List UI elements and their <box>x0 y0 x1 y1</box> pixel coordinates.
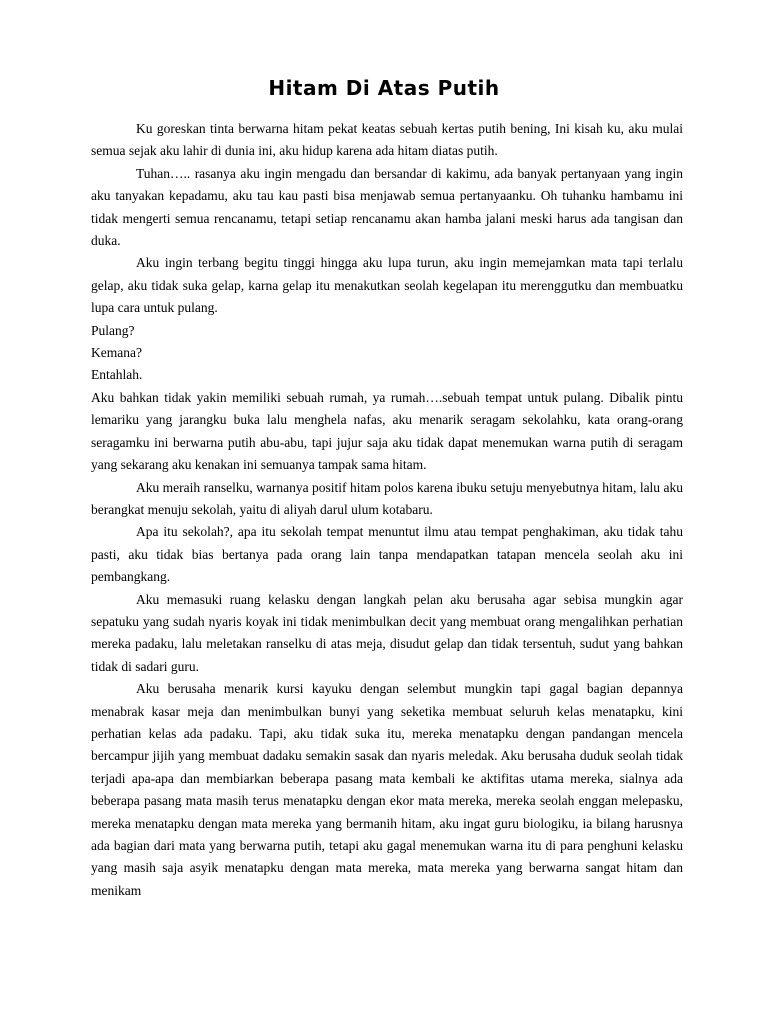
document-body <box>91 118 683 902</box>
paragraph: Pulang? <box>91 322 135 338</box>
paragraph: Ku goreskan tinta berwarna hitam pekat keatas sebuah kertas putih bening, Ini kisah ku, aku mulai semua sejak aku lahir di dunia ini, aku hidup karena ada hitam diatas putih. <box>91 121 683 159</box>
paragraph: Entahlah. <box>91 367 143 383</box>
document-title: Hitam Di Atas Putih <box>268 76 500 100</box>
paragraph: Aku memasuki ruang kelasku dengan langkah pelan aku berusaha agar sebisa mungkin agar sepatuku yang sudah nyaris koyak ini tidak menimbulkan decit yang membuat orang mengalihkan perhatian mereka padaku, lalu meletakan ranselku di atas meja, disudut gelap dan tidak tersentuh, sudut yang bahkan tidak di sadari guru. <box>91 591 683 674</box>
paragraph: Kemana? <box>91 345 142 361</box>
paragraph: Apa itu sekolah?, apa itu sekolah tempat menuntut ilmu atau tempat penghakiman, aku tidak tahu pasti, aku tidak bias bertanya pada orang lain tanpa mendapatkan tatapan mencela seolah aku ini pembangkang. <box>91 524 683 585</box>
paragraph: Aku ingin terbang begitu tinggi hingga aku lupa turun, aku ingin memejamkan mata tapi terlalu gelap, aku tidak suka gelap, karna gelap itu menakutkan seolah kegelapan itu merenggutku dan membuatku lupa cara untuk pulang. <box>91 255 683 316</box>
paragraph: Aku meraih ranselku, warnanya positif hitam polos karena ibuku setuju menyebutnya hitam, lalu aku berangkat menuju sekolah, yaitu di aliyah darul ulum kotabaru. <box>91 479 683 517</box>
paragraph: Aku berusaha menarik kursi kayuku dengan selembut mungkin tapi gagal bagian depannya menabrak kasar meja dan menimbulkan bunyi yang seketika membuat seluruh kelas menatapku, kini perhatian kelas ada padaku. Tapi, aku tidak suka itu, mereka menatapku dengan pandangan mencela bercampur jijih yang membuat dadaku semakin sasak dan nyaris meledak. Aku berusaha duduk seolah tidak terjadi apa-apa dan membiarkan beberapa pasang mata kembali ke aktifitas utama mereka, sialnya ada beberapa pasang mata masih terus menatapku dengan ekor mata mereka, mereka seolah enggan melepasku, mereka menatapku dengan mata mereka yang bermanih hitam, aku ingat guru biologiku, ia bilang harusnya ada bagian dari mata yang berwarna putih, tetapi aku gagal menemukan warna itu di para penghuni kelasku yang masih saja asyik menatapku dengan mata mereka, mata mereka yang berwarna sangat hitam dan menikam <box>91 681 683 898</box>
paragraph: Tuhan….. rasanya aku ingin mengadu dan bersandar di kakimu, ada banyak pertanyaan yang ingin aku tanyakan kepadamu, aku tau kau pasti bisa menjawab semua pertanyaanku. Oh tuhanku hambamu ini tidak mengerti semua rencanamu, tetapi setiap rencanamu akan hamba jalani meski harus ada tangisan dan duka. <box>91 165 683 249</box>
paragraph: Aku bahkan tidak yakin memiliki sebuah rumah, ya rumah….sebuah tempat untuk pulang. Dibalik pintu lemariku yang jarangku buka lalu menghela nafas, aku menarik seragam sekolahku, kata orang-orang seragamku ini berwarna putih abu-abu, tapi jujur saja aku tidak dapat menemukan warna putih di seragam yang sekarang aku kenakan ini semuanya tampak sama hitam. <box>91 389 683 473</box>
